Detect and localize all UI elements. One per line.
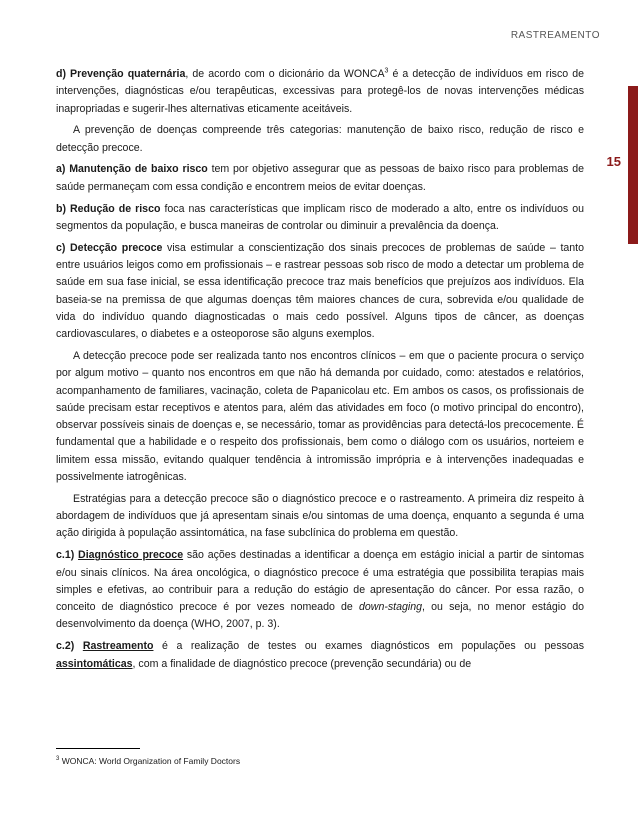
running-title: RASTREAMENTO [510,30,600,41]
paragraph-screening: c.2) Rastreamento é a realização de testes ou exames diagnósticos em populações ou pessoas assintomáticas, com a finalidade de diagnóstico precoce (prevenção secundária) ou de [56,640,584,670]
chapter-tab-bar [628,86,638,244]
paragraph-early-detection: c) Detecção precoce visa estimular a conscientização dos sinais precoces de problemas de saúde – tanto entre usuários leigos como em profissionais – e rastrear pessoas sob risco de modo a detectar um problema de saúde em sua fase inicial, se essa identificação precoce traz mais benefícios que prejuízos aos indivíduos. Ela baseia-se na premissa de que algumas doenças têm maiores chances de cura, sobrevida e/ou qualidade de vida do indivíduo quando diagnosticadas o mais cedo possível. Alguns tipos de câncer, as doenças cardiovasculares, o diabetes e a osteoporose são alguns exemplos. [56,241,585,341]
footnote-reference[interactable]: 3 [384,67,389,75]
term-early-diagnosis: Diagnóstico precoce [78,549,184,562]
term-quaternary-prevention: d) Prevenção quaternária [56,68,186,80]
footnote-number: 3 [56,756,60,763]
paragraph-strategies: Estratégias para a detecção precoce são o diagnóstico precoce e o rastreamento. A primeira diz respeito à abordagem de indivíduos que já apresentam sinais e/ou sintomas de uma doença, enquanto a segunda é uma ação dirigida à população assintomática, na fase subclínica do problema em questão. [56,492,584,540]
body-text [56,66,584,673]
paragraph-low-risk: a) Manutenção de baixo risco tem por objetivo assegurar que as pessoas de baixo risco para problemas de saúde permaneçam com essa condição e encontrem meios de evitar doenças. [56,163,584,193]
term-risk-reduction: b) Redução de risco [56,202,161,215]
term-low-risk: a) Manutenção de baixo risco [56,163,208,176]
term-down-staging: down-staging [359,601,423,614]
footnote [56,756,240,766]
footnote-text: WONCA: World Organization of Family Doctors [59,756,241,766]
term-early-detection: c) Detecção precoce [56,241,163,254]
paragraph-quaternary-prevention: d) Prevenção quaternária, de acordo com o dicionário da WONCA$^3$ é a detecção de indivíduos em risco de intervenções, diagnósticas e/ou terapêuticas, excessivas para protegê-los de novas intervenções médicas inapropriadas e sugerir-lhes alternativas eticamente aceitáveis. [56,67,584,115]
term-screening: Rastreamento [82,640,154,653]
paragraph-early-diagnosis: c.1) Diagnóstico precoce são ações destinadas a identificar a doença em estágio inicial a partir de sintomas e/ou sinais clínicos. Na área oncológica, o diagnóstico precoce é uma estratégia que possibilita terapias mais simples e efetivas, ao contribuir para a redução do estágio de apresentação do câncer. Por essa razão, o conceito de diagnóstico precoce é por vezes nomeado de down-staging, ou seja, no menor estágio do desenvolvimento da doença (WHO, 2007, p. 3). [56,549,585,631]
paragraph-clinical-encounters: A detecção precoce pode ser realizada tanto nos encontros clínicos – em que o paciente procura o serviço por algum motivo – quanto nos encontros em que não há demanda por cuidado, como: atestados e relatórios, acompanhamento de familiares, vacinação, coleta de Papanicolau etc. Em ambos os casos, os profissionais de saúde precisam estar receptivos e atentos para, além das atividades em foco (o motivo principal do encontro), observar possíveis sinais de doenças e, se necessário, tomar as providências para detectá-los precocemente. É fundamental que a habilidade e o respeito dos profissionais, bem como o diálogo com os usuários, norteiem e limitem essa missão, evitando qualquer tendência à intromissão imprópria e à intervenções inadequadas e possivelmente iatrogênicas. [56,349,584,484]
paragraph-risk-reduction: b) Redução de risco foca nas características que implicam risco de moderado a alto, entre os indivíduos ou segmentos da população, e busca maneiras de controlar ou diminuir a prevalência da doença. [56,202,584,232]
page-number: 15 [606,154,621,169]
footnote-divider [56,748,140,749]
paragraph-categories-intro: A prevenção de doenças compreende três categorias: manutenção de baixo risco, redução de risco e detecção precoce. [56,124,584,154]
term-asymptomatic: assintomáticas [56,657,133,670]
